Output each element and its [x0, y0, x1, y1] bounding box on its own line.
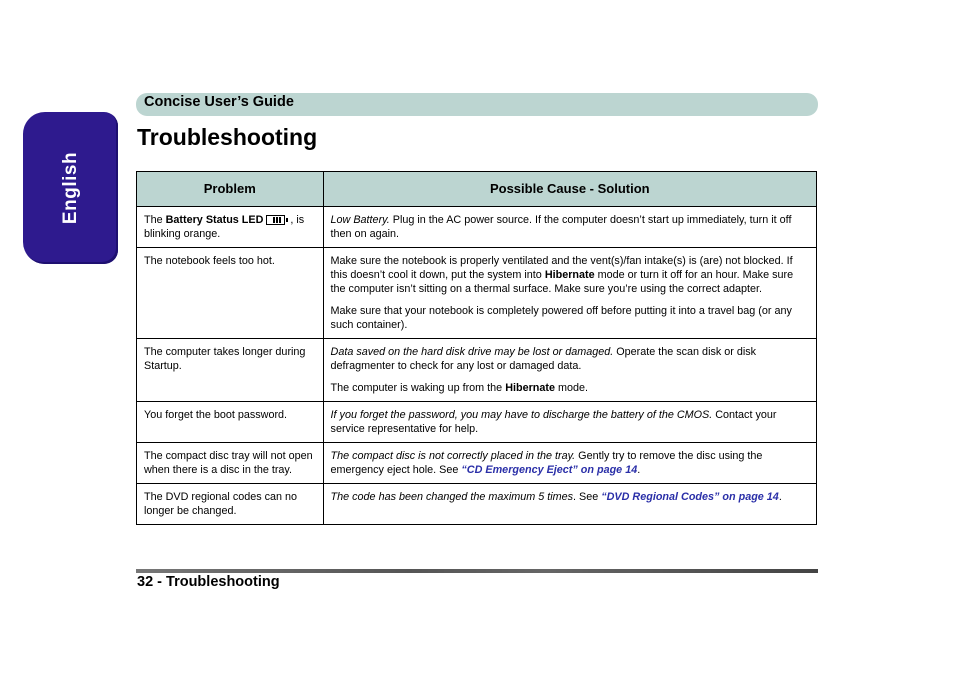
table-row — [137, 248, 817, 339]
solution-bold: Hibernate — [544, 269, 595, 281]
problem-cell: The DVD regional codes can no longer be changed. — [137, 484, 324, 525]
solution-cause: Low Battery. — [330, 214, 390, 226]
language-tab-label: English — [59, 151, 81, 225]
solution-paragraph — [331, 381, 809, 395]
footer-divider — [136, 569, 818, 573]
solution-cell — [323, 484, 816, 525]
solution-text: Operate the scan disk or disk defragmenter to check for any lost or damaged data. — [330, 346, 757, 372]
header-bar — [136, 93, 818, 116]
solution-cell — [323, 339, 816, 402]
problem-bold: Battery Status LED — [165, 214, 264, 226]
table-row — [137, 207, 817, 248]
page-title: Troubleshooting — [137, 124, 318, 150]
guide-title: Concise User’s Guide — [144, 94, 294, 110]
table-row — [137, 443, 817, 484]
solution-text: mode or turn it off for an hour. Make sure the computer isn’t sitting on a thermal surface. Make sure you’re using the correct adapter. — [330, 269, 794, 295]
column-header-solution: Possible Cause - Solution — [323, 172, 816, 207]
problem-text: The — [144, 214, 166, 226]
language-tab[interactable] — [23, 112, 118, 264]
solution-cell — [323, 207, 816, 248]
solution-bold: Hibernate — [505, 382, 555, 394]
problem-text: , is blinking orange. — [144, 214, 305, 240]
cd-emergency-eject-link[interactable]: “CD Emergency Eject” on page 14 — [461, 464, 638, 476]
table-header-row — [137, 172, 817, 207]
battery-icon — [266, 215, 285, 225]
dvd-regional-codes-link[interactable]: “DVD Regional Codes” on page 14 — [601, 491, 779, 503]
solution-text: . — [637, 464, 641, 476]
solution-cause: The compact disc is not correctly placed in the tray. — [330, 450, 576, 462]
table-row — [137, 484, 817, 525]
solution-text: . See — [573, 491, 602, 503]
solution-text: mode. — [555, 382, 589, 394]
solution-paragraph: Make sure that your notebook is completely powered off before putting it into a travel bag (or any such container). — [330, 305, 792, 331]
solution-cause: Data saved on the hard disk drive may be lost or damaged. — [330, 346, 614, 358]
problem-cell: The notebook feels too hot. — [137, 248, 324, 339]
table-row — [137, 402, 817, 443]
solution-text: Contact your service representative for help. — [330, 409, 777, 435]
solution-cell — [323, 443, 816, 484]
solution-text: Plug in the AC power source. If the computer doesn’t start up immediately, turn it off then on again. — [330, 214, 792, 240]
troubleshooting-table — [136, 171, 817, 525]
table-row — [137, 339, 817, 402]
solution-paragraph — [331, 254, 809, 296]
solution-cause: The code has been changed the maximum 5 times — [330, 491, 574, 503]
solution-paragraph — [331, 345, 809, 373]
page-footer: 32 - Troubleshooting — [137, 574, 280, 590]
problem-cell: The compact disc tray will not open when there is a disc in the tray. — [137, 443, 324, 484]
solution-cause: If you forget the password, you may have to discharge the battery of the CMOS. — [330, 409, 713, 421]
problem-cell: You forget the boot password. — [137, 402, 324, 443]
column-header-problem: Problem — [137, 172, 324, 207]
solution-cell — [323, 248, 816, 339]
solution-text: Make sure the notebook is properly ventilated and the vent(s)/fan intake(s) is (are) not blocked. If this doesn’t cool it down, put the system into — [330, 255, 793, 281]
problem-cell: The computer takes longer during Startup. — [137, 339, 324, 402]
solution-cell — [323, 402, 816, 443]
solution-text: Gently try to remove the disc using the emergency eject hole. See — [330, 450, 763, 476]
solution-text: . — [778, 491, 782, 503]
problem-cell — [137, 207, 324, 248]
solution-text: The computer is waking up from the — [330, 382, 506, 394]
